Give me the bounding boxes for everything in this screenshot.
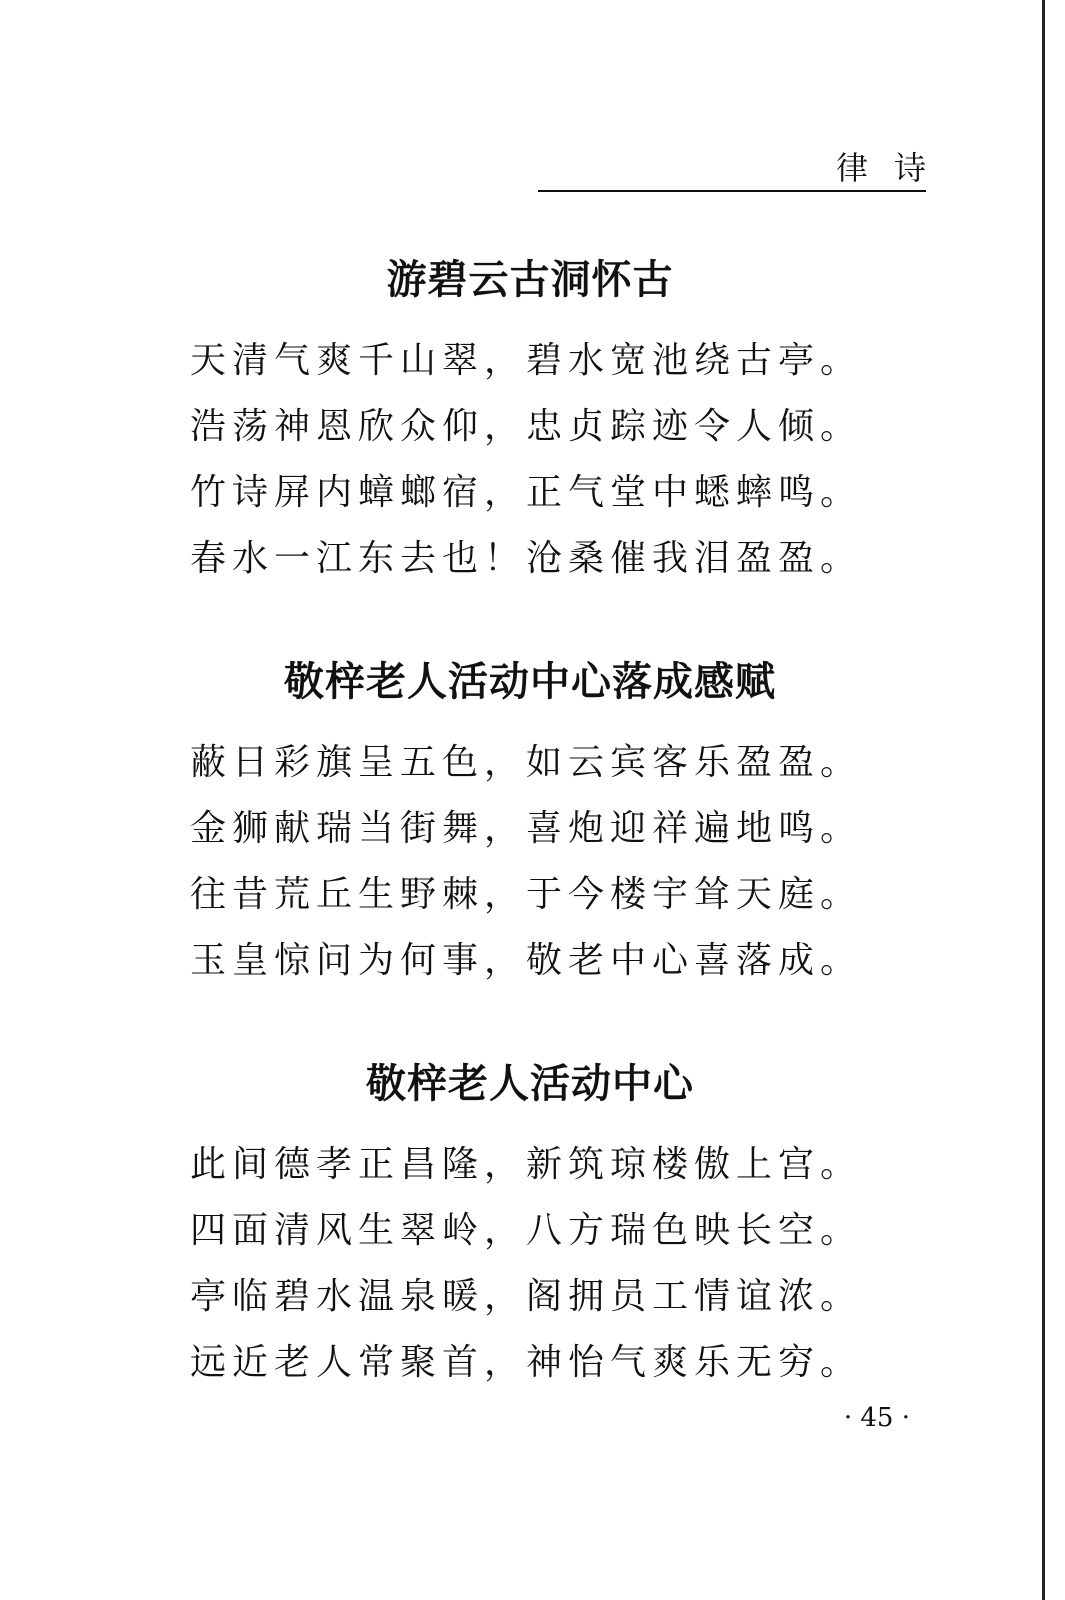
poem-line: 远近老人常聚首，神怡气爽乐无穷。	[190, 1342, 863, 1383]
poem-title: 游碧云古洞怀古	[386, 256, 674, 303]
poem-2	[160, 656, 900, 994]
poem-line: 四面清风生翠岭，八方瑞色映长空。	[190, 1210, 863, 1251]
poem-line: 此间德孝正昌隆，新筑琼楼傲上宫。	[190, 1144, 863, 1185]
running-head-text: 律诗	[835, 149, 952, 187]
page-edge-line	[1042, 0, 1045, 1600]
poem-line: 春水一江东去也！沧桑催我泪盈盈。	[190, 538, 863, 579]
poem-3	[160, 1058, 900, 1396]
running-head	[536, 148, 952, 188]
poem-lines	[160, 730, 900, 994]
poem-line: 金狮献瑞当街舞，喜炮迎祥遍地鸣。	[190, 808, 863, 849]
poem-line: 玉皇惊问为何事，敬老中心喜落成。	[190, 940, 863, 981]
poem-line: 往昔荒丘生野棘，于今楼宇耸天庭。	[190, 874, 863, 915]
poem-line: 竹诗屏内蟑螂宿，正气堂中蟋蟀鸣。	[190, 472, 863, 513]
poem-lines	[160, 1132, 900, 1396]
running-head-rule	[538, 190, 926, 192]
poem-line: 天清气爽千山翠，碧水宽池绕古亭。	[190, 340, 863, 381]
poem-title: 敬梓老人活动中心	[366, 1060, 694, 1107]
poem-line: 蔽日彩旗呈五色，如云宾客乐盈盈。	[190, 742, 863, 783]
page-number: · 45 ·	[843, 1403, 910, 1433]
poem-line: 浩荡神恩欣众仰，忠贞踪迹令人倾。	[190, 406, 863, 447]
poem-title: 敬梓老人活动中心落成感赋	[284, 658, 776, 705]
poem-lines	[160, 328, 900, 592]
poem-1	[160, 254, 900, 592]
poem-line: 亭临碧水温泉暖，阁拥员工情谊浓。	[190, 1276, 863, 1317]
